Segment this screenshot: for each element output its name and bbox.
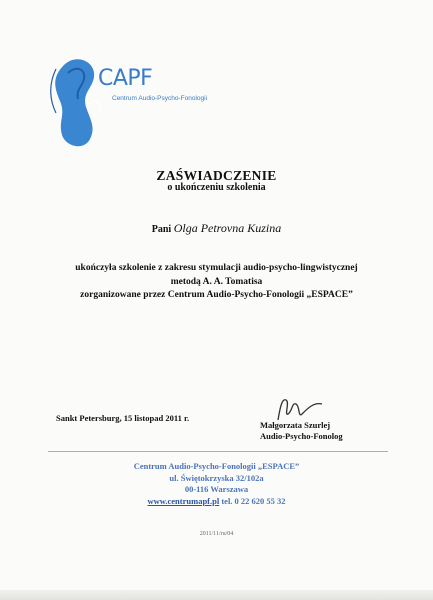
logo-subtitle: Centrum Audio-Psycho-Fonologii: [112, 95, 208, 102]
recipient-name: Olga Petrovna Kuzina: [173, 221, 282, 235]
footer-divider: [48, 451, 388, 452]
contact-phone: tel. 0 22 620 55 32: [221, 495, 286, 506]
signer-name: Małgorzata Szurlej: [260, 420, 331, 430]
recipient-line: [0, 221, 433, 236]
recipient-prefix: Pani: [151, 224, 172, 235]
certificate-subtitle: o ukończeniu szkolenia: [167, 182, 266, 193]
capf-logo: [50, 55, 210, 155]
certificate-body: [0, 262, 433, 303]
contact-city: 00-116 Warszawa: [184, 484, 249, 494]
document-number: 2011/11/ru/04: [199, 531, 234, 537]
contact-street: ul. Świętokrzyska 32/102a: [169, 472, 264, 483]
certificate-title: ZAŚWIADCZENIE: [156, 168, 277, 183]
signer-block: [260, 420, 343, 442]
contact-web-phone: [0, 496, 433, 508]
website-link[interactable]: www.centrumapf.pl: [147, 495, 220, 506]
signer-title: Audio-Psycho-Fonolog: [260, 431, 343, 441]
contact-org: Centrum Audio-Psycho-Fonologii „ESPACE”: [133, 461, 300, 471]
logo-brand-text: CAPF: [98, 66, 153, 91]
page-bottom-edge: [0, 590, 433, 600]
body-line-1: ukończyła szkolenie z zakresu stymulacji audio-psycho-lingwistycznej: [75, 263, 358, 273]
body-line-3: zorganizowane przez Centrum Audio-Psycho-Fonologii „ESPACE”: [80, 290, 353, 300]
place-date: Sankt Petersburg, 15 listopad 2011 r.: [56, 413, 190, 423]
body-line-2: metodą A. A. Tomatisa: [170, 276, 263, 287]
contact-block: [0, 461, 433, 507]
